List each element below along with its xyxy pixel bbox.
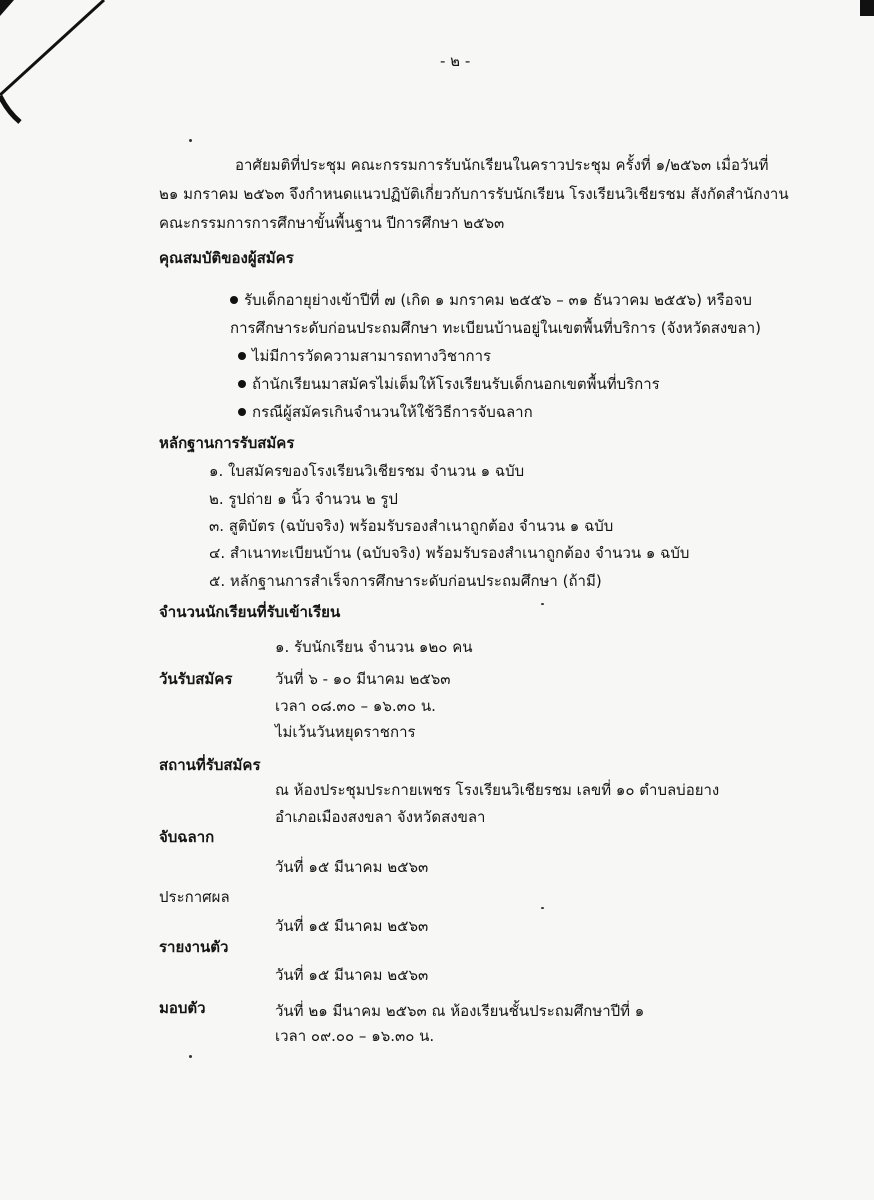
qualification-item-2 [238,347,491,365]
report-date: วันที่ ๑๕ มีนาคม ๒๕๖๓ [275,966,429,984]
application-date-label: วันรับสมัคร [159,670,233,688]
qualification-item-4-text: กรณีผู้สมัครเกินจำนวนให้ใช้วิธีการจับฉลาก [252,403,533,421]
venue-label: สถานที่รับสมัคร [159,756,261,774]
scan-speck [189,1055,192,1058]
venue-line-1: ณ ห้องประชุมประกายเพชร โรงเรียนวิเชียรชม เลขที่ ๑๐ ตำบลบ่อยาง [275,781,720,799]
folded-corner-mark [0,0,110,125]
page-number: - ๒ - [440,52,471,70]
intro-line-3: คณะกรรมการการศึกษาขั้นพื้นฐาน ปีการศึกษา ๒๕๖๓ [159,214,505,232]
report-label: รายงานตัว [159,938,229,956]
qualification-item-1 [230,291,752,309]
intro-line-2: ๒๑ มกราคม ๒๕๖๓ จึงกำหนดแนวปฏิบัติเกี่ยวกับการรับนักเรียน โรงเรียนวิเชียรชม สังกัดสำนักงาน [159,185,789,203]
intro-line-1: อาศัยมติที่ประชุม คณะกรรมการรับนักเรียนในคราวประชุม ครั้งที่ ๑/๒๕๖๓ เมื่อวันที่ [235,156,769,174]
document-item: ๑. ใบสมัครของโรงเรียนวิเชียรชม จำนวน ๑ ฉบับ [209,462,525,480]
lottery-date: วันที่ ๑๕ มีนาคม ๒๕๖๓ [275,858,429,876]
enrollment-line-1: วันที่ ๒๑ มีนาคม ๒๕๖๓ ณ ห้องเรียนชั้นประถมศึกษาปีที่ ๑ [275,1002,645,1020]
documents-heading: หลักฐานการรับสมัคร [159,434,295,452]
bullet-icon [238,408,246,416]
scan-speck [541,603,544,605]
bullet-icon [238,352,246,360]
announcement-date: วันที่ ๑๕ มีนาคม ๒๕๖๓ [275,917,429,935]
document-item: ๕. หลักฐานการสำเร็จการศึกษาระดับก่อนประถมศึกษา (ถ้ามี) [209,572,602,590]
lottery-label: จับฉลาก [159,828,215,846]
application-time: เวลา ๐๘.๓๐ – ๑๖.๓๐ น. [275,697,436,715]
enrollment-time: เวลา ๐๙.๐๐ – ๑๖.๓๐ น. [275,1027,435,1045]
announcement-label: ประกาศผล [159,888,230,906]
application-date-line-1: วันที่ ๖ - ๑๐ มีนาคม ๒๕๖๓ [275,670,451,688]
scan-speck [541,907,544,909]
document-item: ๔. สำเนาทะเบียนบ้าน (ฉบับจริง) พร้อมรับรองสำเนาถูกต้อง จำนวน ๑ ฉบับ [209,544,690,562]
scan-edge-mark [860,0,874,16]
bullet-icon [230,296,238,304]
scan-speck [189,139,192,142]
qualifications-heading: คุณสมบัติของผู้สมัคร [159,249,294,267]
qualification-item-2-text: ไม่มีการวัดความสามารถทางวิชาการ [252,347,492,365]
enrollment-label: มอบตัว [159,999,206,1017]
application-note: ไม่เว้นวันหยุดราชการ [275,723,416,741]
bullet-icon [238,380,246,388]
qualification-item-3 [238,375,660,393]
qualification-item-3-text: ถ้านักเรียนมาสมัครไม่เต็มให้โรงเรียนรับเด็กนอกเขตพื้นที่บริการ [252,375,660,393]
qualification-item-1-text: รับเด็กอายุย่างเข้าปีที่ ๗ (เกิด ๑ มกราคม ๒๕๕๖ – ๓๑ ธันวาคม ๒๕๕๖) หรือจบ [244,291,752,309]
qualification-item-1-cont: การศึกษาระดับก่อนประถมศึกษา ทะเบียนบ้านอยู่ในเขตพื้นที่บริการ (จังหวัดสงขลา) [230,319,761,337]
document-item: ๓. สูติบัตร (ฉบับจริง) พร้อมรับรองสำเนาถูกต้อง จำนวน ๑ ฉบับ [209,517,614,535]
quota-text: ๑. รับนักเรียน จำนวน ๑๒๐ คน [275,638,473,656]
quota-heading: จำนวนนักเรียนที่รับเข้าเรียน [159,603,341,621]
document-item: ๒. รูปถ่าย ๑ นิ้ว จำนวน ๒ รูป [209,490,398,508]
qualification-item-4 [238,403,533,421]
venue-line-2: อำเภอเมืองสงขลา จังหวัดสงขลา [275,808,486,826]
